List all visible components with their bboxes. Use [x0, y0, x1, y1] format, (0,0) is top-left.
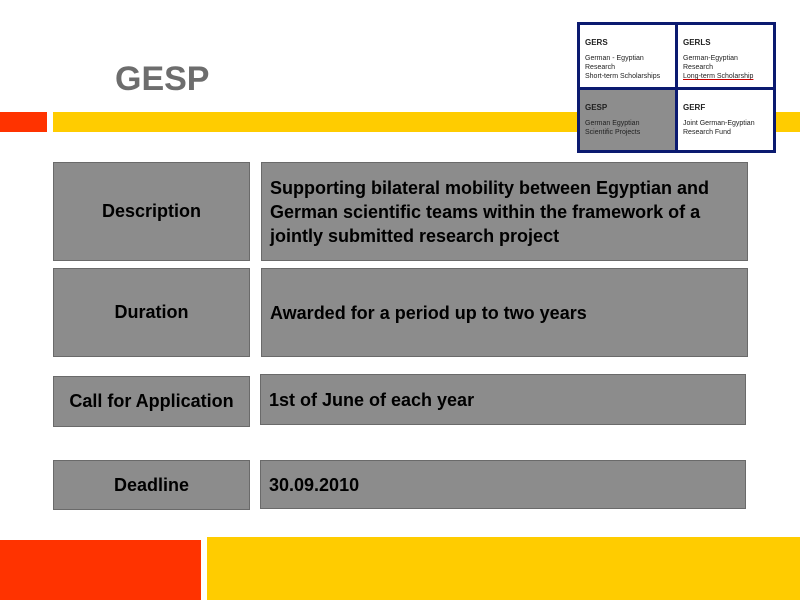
- call-for-application-label-box: [53, 376, 250, 427]
- program-cell-gers: [580, 25, 675, 87]
- program-code: GERF: [683, 103, 706, 112]
- program-desc-line2: Short-term Scholarships: [585, 73, 661, 80]
- deadline-label: Deadline: [113, 474, 190, 495]
- program-desc-line1: German - Egyptian Research: [585, 55, 644, 71]
- program-code: GESP: [585, 103, 608, 112]
- bottom-yellow-accent-bar: [207, 537, 800, 600]
- program-desc-line1: German-Egyptian Research: [683, 55, 738, 71]
- description-value: Supporting bilateral mobility between Egyptian and German scientific teams within the framework of a jointly submitted research project: [270, 177, 710, 246]
- top-red-accent-bar: [0, 112, 47, 132]
- program-desc-line2: Research Fund: [683, 129, 731, 136]
- duration-label: Duration: [114, 302, 189, 322]
- bottom-red-accent-bar: [0, 540, 201, 600]
- call-for-application-value: 1st of June of each year: [269, 389, 475, 410]
- program-code: GERS: [585, 38, 608, 47]
- program-cell-gerf: [678, 90, 773, 150]
- description-label-box: [53, 162, 250, 261]
- program-desc-line1: German Egyptian: [585, 120, 640, 127]
- call-for-application-label: Call for Application: [69, 391, 234, 411]
- description-label: Description: [101, 201, 202, 221]
- deadline-label-box: [53, 460, 250, 510]
- program-desc-line1: Joint German-Egyptian: [683, 120, 755, 127]
- deadline-value-box: [260, 460, 746, 509]
- program-code: GERLS: [683, 38, 711, 47]
- duration-value: Awarded for a period up to two years: [270, 302, 587, 323]
- description-value-box: [261, 162, 748, 261]
- slide-title: GESP: [115, 60, 210, 98]
- program-desc-line2: Scientific Projects: [585, 129, 641, 136]
- duration-label-box: [53, 268, 250, 357]
- duration-value-box: [261, 268, 748, 357]
- program-desc-line2: Long-term Scholarship: [683, 73, 754, 80]
- program-grid: [577, 22, 776, 153]
- deadline-value: 30.09.2010: [269, 474, 360, 495]
- program-cell-gesp: [580, 90, 675, 150]
- call-for-application-value-box: [260, 374, 746, 425]
- program-cell-gerls: [678, 25, 773, 87]
